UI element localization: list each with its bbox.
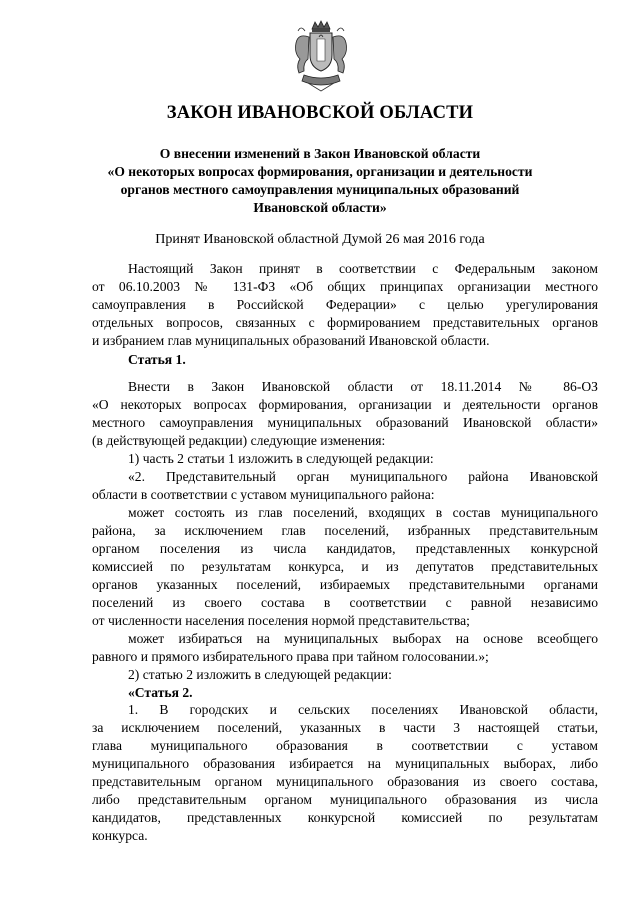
text-line: глава муниципального образования в соответствии с уставом [92, 738, 598, 753]
text-line: от 06.10.2003 № 131-ФЗ «Об общих принципах организации местного [92, 279, 598, 294]
text-line: «О некоторых вопросах формирования, организации и деятельности органов [92, 397, 598, 412]
text-line: отдельных вопросов, связанных с формированием представительных органов [92, 315, 598, 330]
adoption-note: Принят Ивановской областной Думой 26 мая 2016 года [155, 232, 485, 247]
article-2-part-1 [92, 701, 598, 845]
text-line: и избранием глав муниципальных образований Ивановской области. [92, 333, 490, 348]
text-line: равного и прямого избирательного права при тайном голосовании.»; [92, 649, 489, 664]
subtitle-line: Ивановской области» [253, 200, 387, 215]
list-item: 2) статью 2 изложить в следующей редакции: [128, 667, 392, 682]
text-line: органом поселения из числа кандидатов, представленных конкурсной [92, 541, 598, 556]
text-line: поселений из своего состава в соответствии с равной независимо [92, 595, 598, 610]
text-line: муниципального образования избирается на муниципальных выборах, либо [92, 756, 598, 771]
text-line: может состоять из глав поселений, входящих в состав муниципального [128, 505, 598, 520]
text-line: за исключением поселений, указанных в части 3 настоящей статьи, [92, 720, 598, 735]
text-line: самоуправления в Российской Федерации» с целью урегулирования [92, 297, 598, 312]
text-line: конкурса. [92, 828, 148, 843]
subtitle-line: «О некоторых вопросах формирования, организации и деятельности [107, 164, 533, 179]
text-line: (в действующей редакции) следующие изменения: [92, 433, 386, 448]
list-item: 1) часть 2 статьи 1 изложить в следующей редакции: [128, 451, 434, 466]
text-line: органов указанных поселений, избираемых представительными органами [92, 577, 598, 592]
text-line: местного самоуправления муниципальных образований Ивановской области» [92, 415, 598, 430]
text-line: Внести в Закон Ивановской области от 18.11.2014 № 86-ОЗ [128, 379, 598, 394]
law-title: ЗАКОН ИВАНОВСКОЙ ОБЛАСТИ [166, 103, 474, 123]
text-line: от численности населения поселения нормой представительства; [92, 613, 470, 628]
text-line: кандидатов, представленных конкурсной комиссией по результатам [92, 810, 598, 825]
preamble [92, 260, 598, 350]
article-2-heading: «Статья 2. [128, 685, 193, 700]
coat-of-arms-icon [290, 19, 352, 93]
text-line: Настоящий Закон принят в соответствии с Федеральным законом [128, 261, 598, 276]
text-line: представительным органом муниципального образования из своего состава, [92, 774, 598, 789]
subtitle-line: органов местного самоуправления муниципальных образований [120, 182, 520, 197]
text-line: области в соответствии с уставом муниципального района: [92, 487, 435, 502]
text-line: «2. Представительный орган муниципального района Ивановской [128, 469, 598, 484]
text-line: района, за исключением глав поселений, избранных представительным [92, 523, 598, 538]
subtitle-line: О внесении изменений в Закон Ивановской области [159, 146, 481, 161]
text-line: 1. В городских и сельских поселениях Ивановской области, [128, 702, 598, 717]
text-line: может избираться на муниципальных выборах на основе всеобщего [128, 631, 598, 646]
text-line: комиссией по результатам конкурса, и из депутатов представительных [92, 559, 598, 574]
article-1-heading: Статья 1. [128, 352, 186, 367]
article-1-body [92, 378, 598, 702]
text-line: либо представительным органом муниципального образования из числа [92, 792, 598, 807]
law-subtitle [80, 145, 560, 217]
